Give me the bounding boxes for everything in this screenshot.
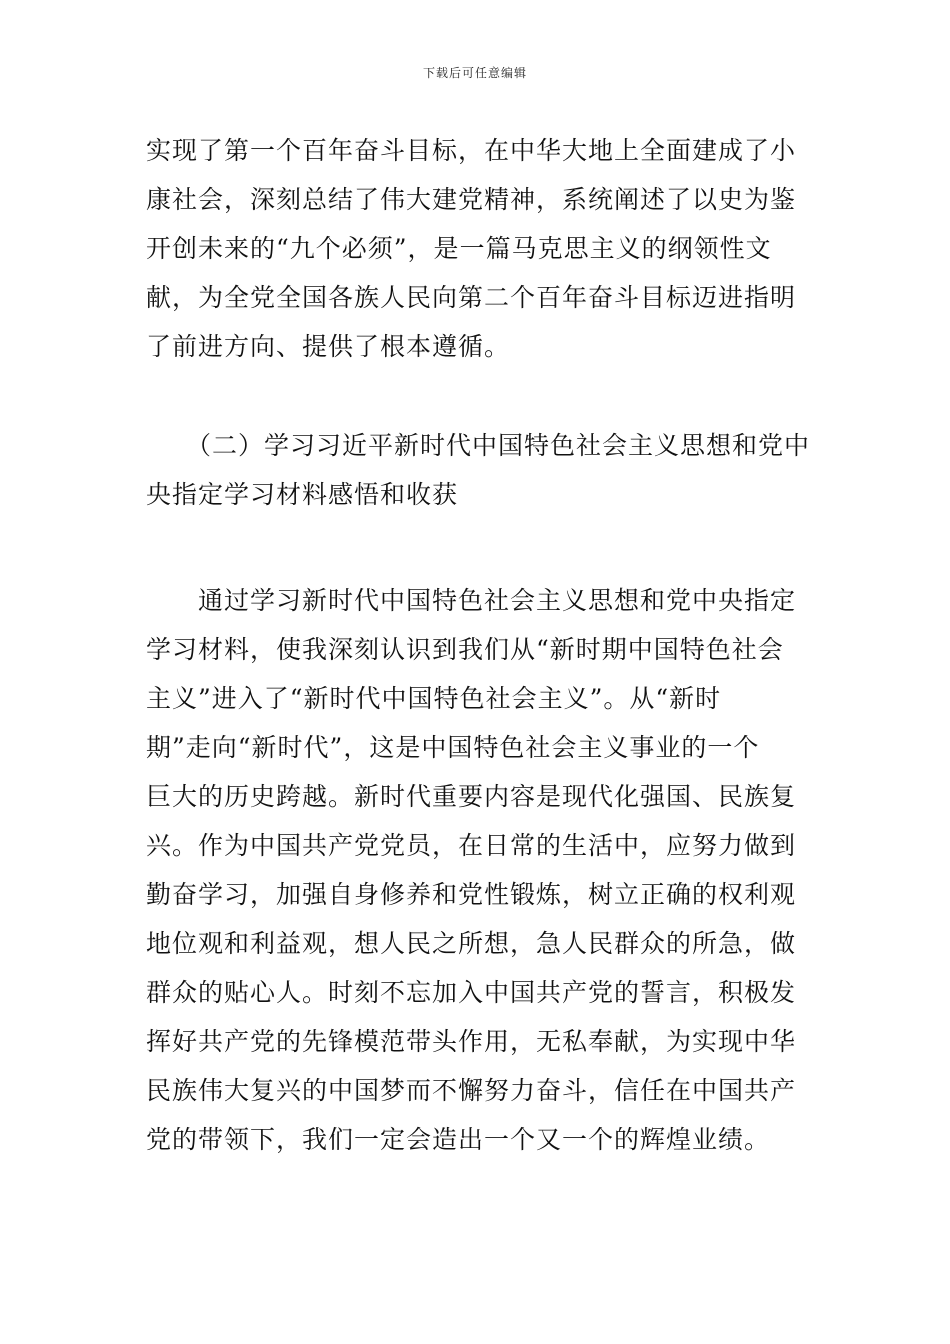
text-line: 通过学习新时代中国特色社会主义思想和党中央指定 bbox=[198, 586, 797, 615]
header-note: 下载后可任意编辑 bbox=[422, 66, 527, 80]
text-line: 党的带领下，我们一定会造出一个又一个的辉煌业绩。 bbox=[146, 1125, 771, 1154]
text-line: 巨大的历史跨越。新时代重要内容是现代化强国、民族复 bbox=[146, 782, 797, 811]
text-line: 开创未来的“九个必须”，是一篇马克思主义的纲领性文 bbox=[146, 234, 772, 263]
text-line: 主义”进入了“新时代中国特色社会主义”。从“新时 bbox=[146, 684, 722, 713]
text-line: 学习材料，使我深刻认识到我们从“新时期中国特色社会 bbox=[146, 635, 784, 664]
heading-line: （二）学习习近平新时代中国特色社会主义思想和党中 bbox=[186, 431, 811, 460]
text-line: 地位观和利益观，想人民之所想，急人民群众的所急，做 bbox=[146, 929, 797, 958]
text-line: 挥好共产党的先锋模范带头作用，无私奉献，为实现中华 bbox=[146, 1027, 797, 1056]
text-line: 民族伟大复兴的中国梦而不懈努力奋斗，信任在中国共产 bbox=[146, 1076, 797, 1105]
heading-line: 央指定学习材料感悟和收获 bbox=[146, 480, 459, 509]
text-line: 期”走向“新时代”，这是中国特色社会主义事业的一个 bbox=[146, 733, 760, 762]
text-line: 康社会，深刻总结了伟大建党精神，系统阐述了以史为鉴 bbox=[146, 185, 797, 214]
text-line: 了前进方向、提供了根本遵循。 bbox=[146, 332, 511, 361]
text-line: 献，为全党全国各族人民向第二个百年奋斗目标迈进指明 bbox=[146, 283, 797, 312]
text-line: 实现了第一个百年奋斗目标，在中华大地上全面建成了小 bbox=[146, 136, 797, 165]
paragraph-reflection bbox=[146, 576, 806, 1164]
paragraph-continued bbox=[146, 126, 806, 371]
text-line: 兴。作为中国共产党党员，在日常的生活中，应努力做到 bbox=[146, 831, 797, 860]
text-line: 群众的贴心人。时刻不忘加入中国共产党的誓言，积极发 bbox=[146, 978, 797, 1007]
section-heading bbox=[146, 421, 811, 519]
text-line: 勤奋学习，加强自身修养和党性锻炼，树立正确的权利观 bbox=[146, 880, 797, 909]
